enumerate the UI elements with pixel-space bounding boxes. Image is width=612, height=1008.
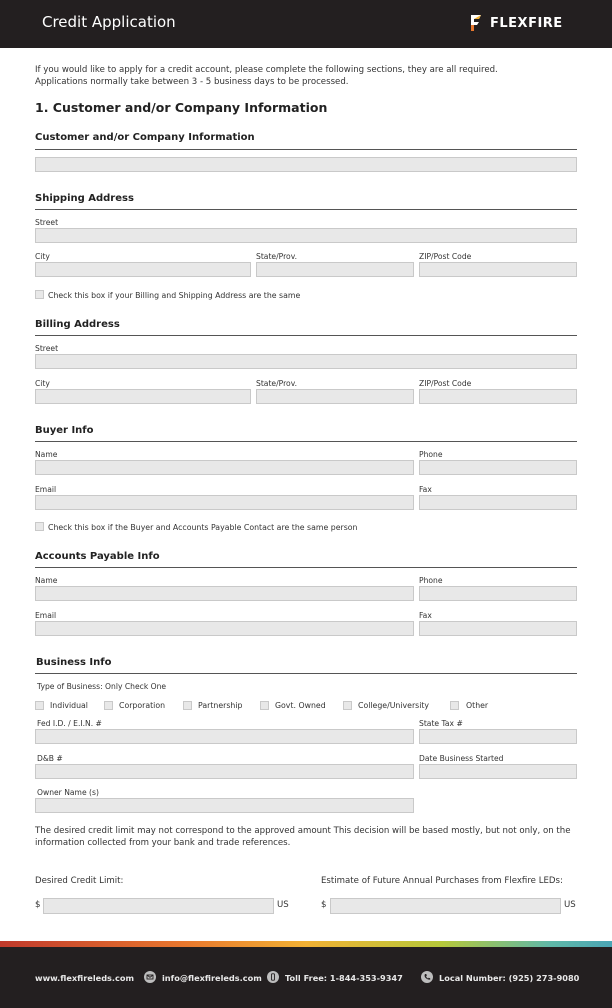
type-govt-owned-label: Govt. Owned (275, 701, 326, 710)
shipping-state-label: State/Prov. (256, 252, 298, 261)
payable-phone-label: Phone (419, 576, 443, 585)
desired-credit-field[interactable] (43, 898, 274, 914)
buyer-heading: Buyer Info (35, 425, 94, 436)
payable-heading: Accounts Payable Info (35, 551, 160, 562)
currency-prefix: $ (35, 900, 41, 910)
type-corporation-label: Corporation (119, 701, 166, 710)
type-college-checkbox[interactable] (343, 701, 352, 710)
page-title: Credit Application (42, 13, 176, 31)
billing-street-label: Street (35, 344, 59, 353)
shipping-city-label: City (35, 252, 50, 261)
estimate-field[interactable] (330, 898, 561, 914)
owner-label: Owner Name (s) (37, 788, 99, 797)
divider (35, 567, 577, 568)
brand-name: FLEXFIRE (490, 15, 563, 31)
divider (35, 441, 577, 442)
fed-id-field[interactable] (35, 729, 414, 744)
date-started-label: Date Business Started (419, 754, 504, 763)
footer-toll-free[interactable]: Toll Free: 1-844-353-9347 (285, 973, 403, 983)
type-corporation-checkbox[interactable] (104, 701, 113, 710)
estimate-label: Estimate of Future Annual Purchases from Flexfire LEDs: (321, 876, 563, 886)
currency-suffix: US (277, 900, 289, 910)
buyer-email-field[interactable] (35, 495, 414, 510)
shipping-street-label: Street (35, 218, 59, 227)
billing-street-field[interactable] (35, 354, 577, 369)
type-other-checkbox[interactable] (450, 701, 459, 710)
same-contact-checkbox[interactable] (35, 522, 44, 531)
intro-line-1: If you would like to apply for a credit account, please complete the following sections, they are all required. (35, 65, 498, 75)
fed-id-label: Fed I.D. / E.I.N. # (37, 719, 102, 728)
section-title: 1. Customer and/or Company Information (35, 100, 328, 115)
type-individual-label: Individual (50, 701, 88, 710)
state-tax-field[interactable] (419, 729, 577, 744)
buyer-fax-field[interactable] (419, 495, 577, 510)
payable-email-field[interactable] (35, 621, 414, 636)
shipping-zip-field[interactable] (419, 262, 577, 277)
disclaimer-line-2: information collected from your bank and trade references. (35, 838, 291, 848)
divider (35, 335, 577, 336)
shipping-street-field[interactable] (35, 228, 577, 243)
dnb-field[interactable] (35, 764, 414, 779)
brand-logo (468, 14, 563, 32)
flame-logo-icon (468, 14, 484, 32)
billing-state-label: State/Prov. (256, 379, 298, 388)
footer-local-number[interactable]: Local Number: (925) 273-9080 (439, 973, 580, 983)
same-address-checkbox[interactable] (35, 290, 44, 299)
payable-phone-field[interactable] (419, 586, 577, 601)
buyer-name-label: Name (35, 450, 58, 459)
currency-suffix: US (564, 900, 576, 910)
local-phone-icon (421, 971, 433, 983)
footer-email[interactable]: info@flexfireleds.com (162, 973, 262, 983)
currency-prefix: $ (321, 900, 327, 910)
desired-credit-label: Desired Credit Limit: (35, 876, 124, 886)
divider (35, 149, 577, 150)
company-name-field[interactable] (35, 157, 577, 172)
page-footer (0, 947, 612, 1008)
type-college-label: College/University (358, 701, 430, 710)
footer-website[interactable]: www.flexfireleds.com (35, 973, 135, 983)
buyer-phone-field[interactable] (419, 460, 577, 475)
email-icon (144, 971, 156, 983)
buyer-fax-label: Fax (419, 485, 432, 494)
divider (35, 673, 577, 674)
buyer-email-label: Email (35, 485, 57, 494)
shipping-state-field[interactable] (256, 262, 414, 277)
type-govt-owned-checkbox[interactable] (260, 701, 269, 710)
phone-icon (267, 971, 279, 983)
billing-zip-label: ZIP/Post Code (419, 379, 472, 388)
same-contact-label: Check this box if the Buyer and Accounts Payable Contact are the same person (48, 523, 358, 532)
divider (35, 209, 577, 210)
type-individual-checkbox[interactable] (35, 701, 44, 710)
state-tax-label: State Tax # (419, 719, 463, 728)
payable-fax-label: Fax (419, 611, 432, 620)
dnb-label: D&B # (37, 754, 63, 763)
billing-heading: Billing Address (35, 319, 120, 330)
owner-field[interactable] (35, 798, 414, 813)
billing-city-field[interactable] (35, 389, 251, 404)
business-type-label: Type of Business: Only Check One (37, 682, 167, 691)
payable-name-label: Name (35, 576, 58, 585)
customer-heading: Customer and/or Company Information (35, 132, 255, 143)
payable-name-field[interactable] (35, 586, 414, 601)
type-partnership-label: Partnership (198, 701, 243, 710)
same-address-label: Check this box if your Billing and Shipping Address are the same (48, 291, 301, 300)
buyer-name-field[interactable] (35, 460, 414, 475)
billing-state-field[interactable] (256, 389, 414, 404)
credit-disclaimer (35, 825, 587, 849)
shipping-city-field[interactable] (35, 262, 251, 277)
shipping-zip-label: ZIP/Post Code (419, 252, 472, 261)
shipping-heading: Shipping Address (35, 193, 134, 204)
business-heading: Business Info (36, 657, 112, 668)
payable-fax-field[interactable] (419, 621, 577, 636)
type-partnership-checkbox[interactable] (183, 701, 192, 710)
page-header (0, 0, 612, 48)
payable-email-label: Email (35, 611, 57, 620)
buyer-phone-label: Phone (419, 450, 443, 459)
disclaimer-line-1: The desired credit limit may not correspond to the approved amount This decision will be based mostly, but not only, on the (35, 826, 571, 836)
intro-line-2: Applications normally take between 3 - 5 business days to be processed. (35, 77, 349, 87)
billing-zip-field[interactable] (419, 389, 577, 404)
intro-text (35, 64, 580, 88)
billing-city-label: City (35, 379, 50, 388)
date-started-field[interactable] (419, 764, 577, 779)
type-other-label: Other (466, 701, 489, 710)
